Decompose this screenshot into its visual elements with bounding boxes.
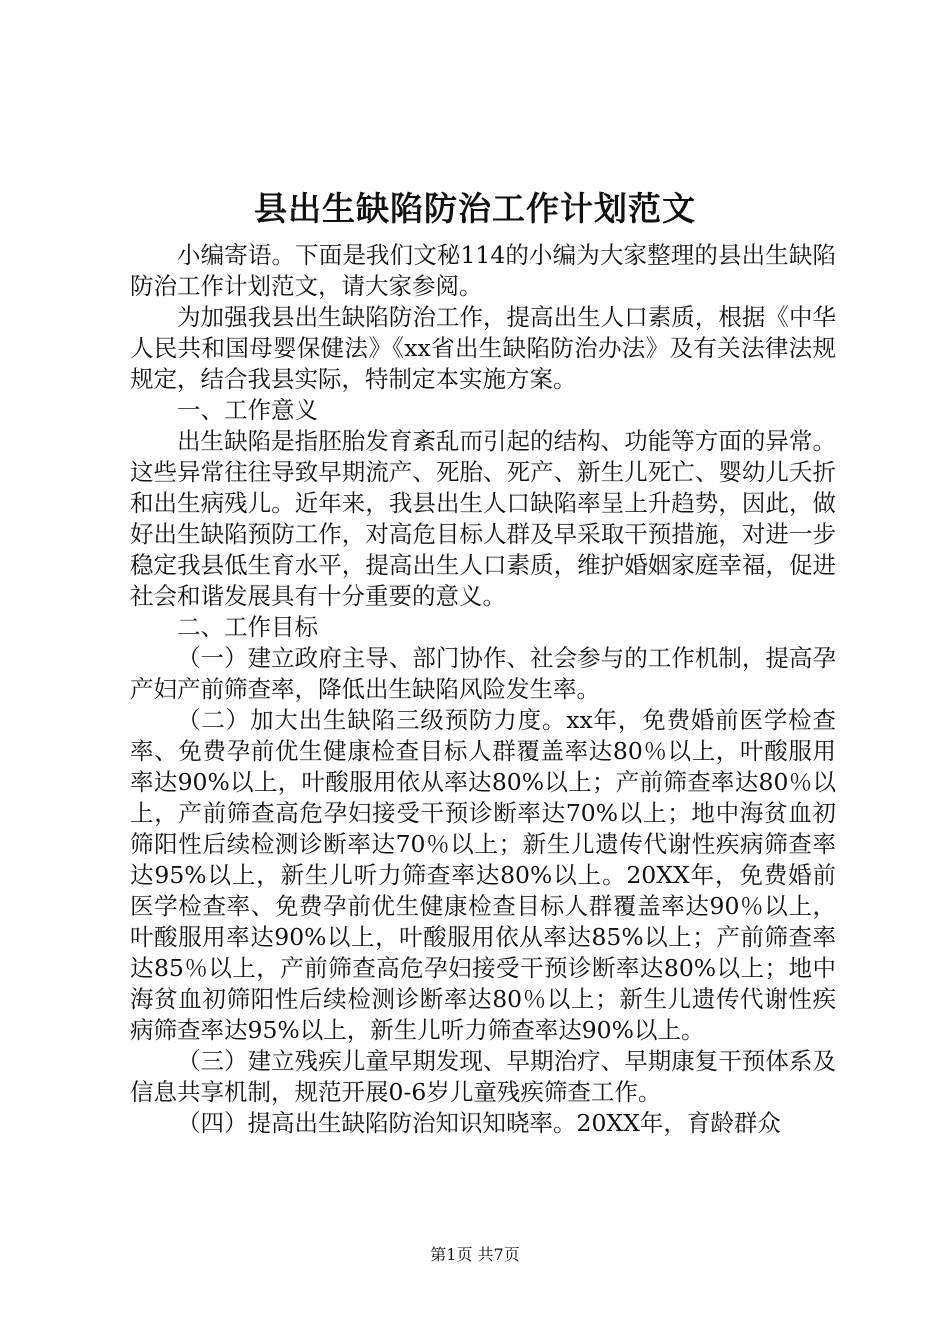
paragraph-goal-4: （四）提高出生缺陷防治知识知晓率。20XX年，育龄群众 (177, 1109, 781, 1137)
paragraph-goal-3: （三）建立残疾儿童早期发现、早期治疗、早期康复干预体系及信息共享机制，规范开展0-6岁儿童残疾筛查工作。 (130, 1047, 836, 1106)
paragraph-purpose: 为加强我县出生缺陷防治工作，提高出生人口素质，根据《中华人民共和国母婴保健法》《xx省出生缺陷防治办法》及有关法律法规规定，结合我县实际，特制定本实施方案。 (130, 303, 836, 393)
paragraph-significance: 出生缺陷是指胚胎发育紊乱而引起的结构、功能等方面的异常。这些异常往往导致早期流产、死胎、死产、新生儿死亡、婴幼儿夭折和出生病残儿。近年来，我县出生人口缺陷率呈上升趋势，因此，做好出生缺陷预防工作，对高危目标人群及早采取干预措施，对进一步稳定我县低生育水平，提高出生人口素质，维护婚姻家庭幸福，促进社会和谐发展具有十分重要的意义。 (130, 427, 836, 610)
paragraph-intro: 小编寄语。下面是我们文秘114的小编为大家整理的县出生缺陷防治工作计划范文，请大家参阅。 (130, 241, 836, 300)
section-heading-goals: 二、工作目标 (177, 613, 318, 641)
paragraph-goal-1: （一）建立政府主导、部门协作、社会参与的工作机制，提高孕产妇产前筛查率，降低出生缺陷风险发生率。 (130, 644, 836, 703)
document-body (130, 240, 836, 1139)
section-heading-significance: 一、工作意义 (177, 396, 318, 424)
document-title: 县出生缺陷防治工作计划范文 (254, 189, 696, 228)
paragraph-goal-2: （二）加大出生缺陷三级预防力度。xx年，免费婚前医学检查率、免费孕前优生健康检查目标人群覆盖率达80％以上，叶酸服用率达90%以上，叶酸服用依从率达80%以上；产前筛查率达80％以上，产前筛查高危孕妇接受干预诊断率达70%以上；地中海贫血初筛阳性后续检测诊断率达70％以上；新生儿遗传代谢性疾病筛查率达95%以上，新生儿听力筛查率达80%以上。20XX年，免费婚前医学检查率、免费孕前优生健康检查目标人群覆盖率达90％以上，叶酸服用率达90%以上，叶酸服用依从率达85%以上；产前筛查率达85％以上，产前筛查高危孕妇接受干预诊断率达80%以上；地中海贫血初筛阳性后续检测诊断率达80％以上；新生儿遗传代谢性疾病筛查率达95%以上，新生儿听力筛查率达90%以上。 (130, 706, 836, 1044)
page-footer: 第1页 共7页 (430, 1245, 520, 1264)
